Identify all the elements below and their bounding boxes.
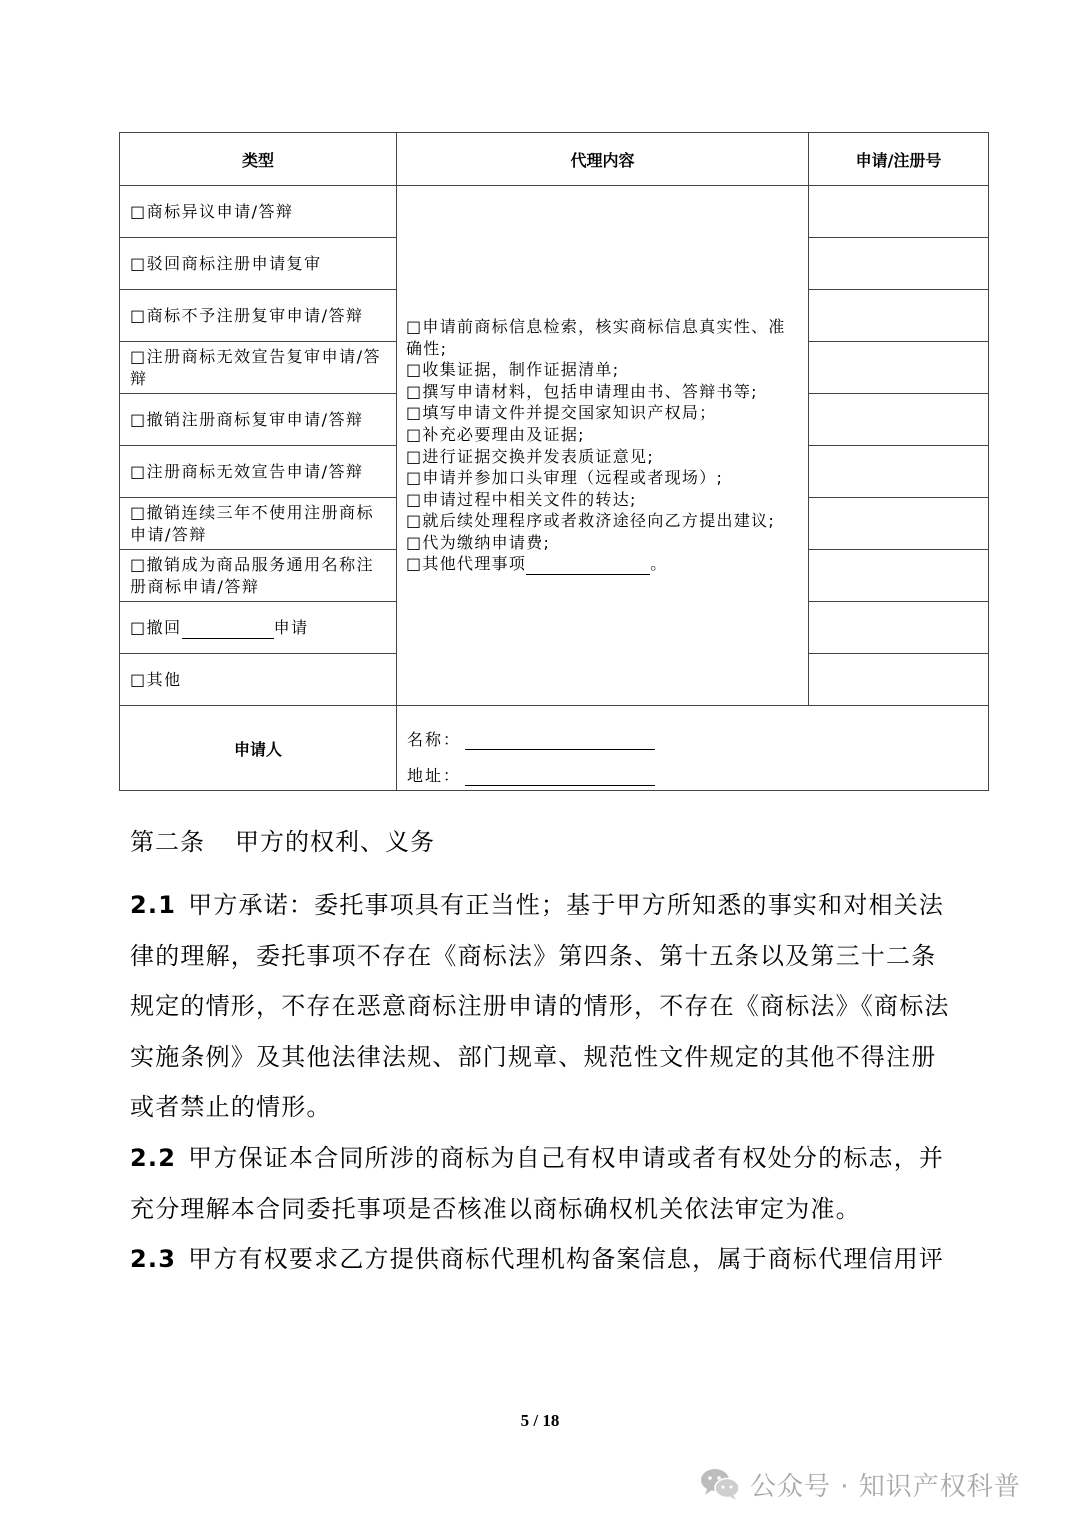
number-cell[interactable] [809,446,989,498]
page-number: 5 / 18 [520,1411,560,1430]
content-item: □申请前商标信息检索，核实商标信息真实性、准确性; [406,316,786,358]
header-type: 类型 [120,133,397,186]
type-cell: □注册商标无效宣告申请/答辩 [120,446,397,498]
content-item: □补充必要理由及证据; [406,424,585,444]
type-cell: □驳回商标注册申请复审 [120,238,397,290]
type-cell: □商标异议申请/答辩 [120,186,397,238]
other-prefix: □其他代理事项 [406,554,527,574]
clauses [130,880,960,1285]
applicant-name-row [407,710,988,750]
header-content: 代理内容 [397,133,809,186]
other-blank[interactable] [526,558,650,575]
clause-text: 甲方承诺：委托事项具有正当性；基于甲方所知悉的事实和对相关法律的理解，委托事项不存在《商标法》第四条、第十五条以及第三十二条规定的情形，不存在恶意商标注册申请的情形，不存在《商标法》《商标法实施条例》及其他法律法规、部门规章、规范性文件规定的其他不得注册或者禁止的情形。 [130,891,950,1122]
type-cell: □撤销连续三年不使用注册商标申请/答辩 [120,498,397,550]
type-cell: □撤销注册商标复审申请/答辩 [120,394,397,446]
type-cell: □商标不予注册复审申请/答辩 [120,290,397,342]
number-cell[interactable] [809,550,989,602]
withdraw-prefix: □撤回 [130,617,182,637]
type-cell: □注册商标无效宣告复审申请/答辩 [120,342,397,394]
number-cell[interactable] [809,498,989,550]
agency-scope-table [119,132,989,791]
content-item: □就后续处理程序或者救济途径向乙方提出建议; [406,511,776,531]
watermark [700,1464,1021,1504]
number-cell[interactable] [809,602,989,654]
content-item: □撰写申请材料，包括申请理由书、答辩书等; [406,381,758,401]
number-cell[interactable] [809,342,989,394]
applicant-address-row [407,750,988,786]
section-heading: 甲方的权利、义务 [235,828,435,856]
type-cell: □其他 [120,654,397,706]
content-cell [397,186,809,706]
type-cell: □撤销成为商品服务通用名称注册商标申请/答辩 [120,550,397,602]
applicant-fields [397,706,989,791]
clause-text: 甲方保证本合同所涉的商标为自己有权申请或者有权处分的标志，并充分理解本合同委托事项是否核准以商标确权机关依法审定为准。 [130,1143,945,1223]
clause-text: 甲方有权要求乙方提供商标代理机构备案信息，属于商标代理信用评 [188,1245,945,1274]
content-item-other [406,553,800,575]
content-item: □填写申请文件并提交国家知识产权局； [406,403,717,423]
content-item: □代为缴纳申请费; [406,532,551,552]
address-field[interactable] [465,767,655,786]
section-number: 第二条 [130,828,205,856]
applicant-label: 申请人 [120,706,397,791]
number-cell[interactable] [809,186,989,238]
table-row [120,186,989,238]
header-number: 申请/注册号 [809,133,989,186]
content-item: □申请过程中相关文件的转达; [406,489,637,509]
clause-number: 2.1 [130,891,177,919]
number-cell[interactable] [809,290,989,342]
clause [130,1133,960,1234]
clause-number: 2.3 [130,1245,177,1274]
address-label: 地址： [407,766,462,785]
name-field[interactable] [465,731,655,750]
watermark-text: 公众号 · 知识产权科普 [750,1471,1021,1502]
content-item: □申请并参加口头审理（远程或者现场）; [406,468,724,488]
other-suffix: 。 [650,554,668,574]
wechat-icon [700,1467,740,1501]
section-title [130,822,435,857]
type-cell-withdraw [120,602,397,654]
content-item: □收集证据，制作证据清单; [406,360,620,380]
withdraw-suffix: 申请 [273,617,309,637]
number-cell[interactable] [809,238,989,290]
number-cell[interactable] [809,394,989,446]
clause [130,880,960,1133]
table-header-row [120,133,989,186]
number-cell[interactable] [809,654,989,706]
content-item: □进行证据交换并发表质证意见; [406,446,655,466]
name-label: 名称： [407,730,462,749]
withdraw-blank[interactable] [182,622,274,639]
clause-number: 2.2 [130,1143,177,1172]
applicant-row [120,706,989,791]
clause [130,1234,960,1285]
